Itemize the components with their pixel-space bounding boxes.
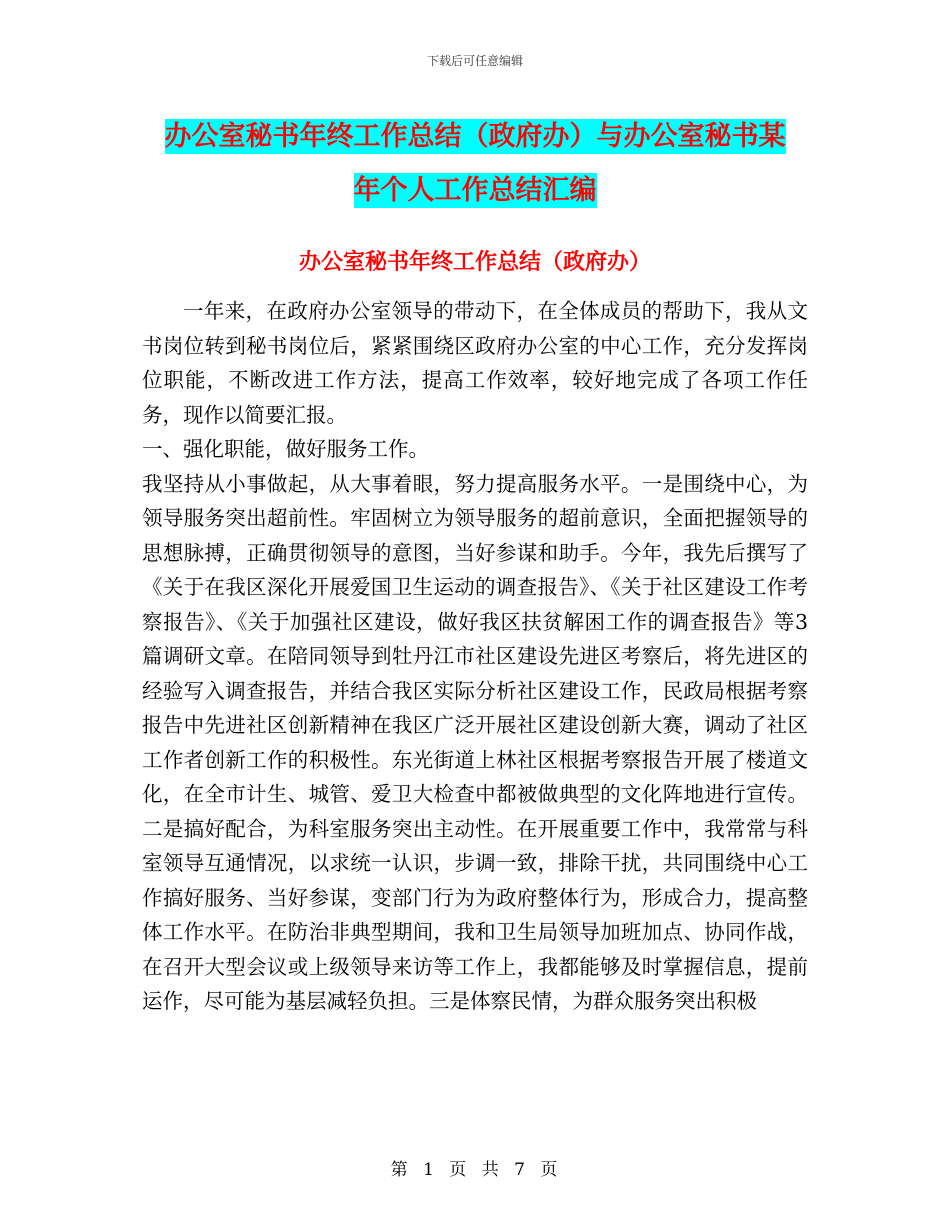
paragraph-body-1: 我坚持从小事做起，从大事着眼，努力提高服务水平。一是围绕中心，为领导服务突出超前性。牢固树立为领导服务的超前意识，全面把握领导的思想脉搏，正确贯彻领导的意图，当好参谋和助手。今年，我先后撰写了《关于在我区深化开展爱国卫生运动的调查报告》、《关于社区建设工作考察报告》、《关于加强社区建设，做好我区扶贫解困工作的调查报告》等3篇调研文章。在陪同领导到牡丹江市社区建设先进区考察后，将先进区的经验写入调查报告，并结合我区实际分析社区建设工作，民政局根据考察报告中先进社区创新精神在我区广泛开展社区建设创新大赛，调动了社区工作者创新工作的积极性。东光街道上林社区根据考察报告开展了楼道文化，在全市计生、城管、爱卫大检查中都被做典型的文化阵地进行宣传。二是搞好配合，为科室服务突出主动性。在开展重要工作中，我常常与科室领导互通情况，以求统一认识，步调一致，排除干扰，共同围绕中心工作搞好服务、当好参谋，变部门行为为政府整体行为，形成合力，提高整体工作水平。在防治非典型期间，我和卫生局领导加班加点、协同作战，在召开大型会议或上级领导来访等工作上，我都能够及时掌握信息，提前运作，尽可能为基层减轻负担。三是体察民情，为群众服务突出积极	[142, 471, 808, 1013]
page-footer: 第 1 页 共 7 页	[390, 1160, 560, 1180]
section-title: 办公室秘书年终工作总结（政府办）	[298, 250, 651, 275]
page-header: 下载后可任意编辑	[426, 54, 523, 68]
title-line-1: 办公室秘书年终工作总结（政府办）与办公室秘书某	[164, 121, 786, 152]
document-body	[142, 294, 808, 1019]
document-title	[140, 110, 810, 218]
title-line-2: 年个人工作总结汇编	[353, 175, 597, 206]
paragraph-heading-1: 一、强化职能，做好服务工作。	[142, 437, 429, 461]
paragraph-intro: 一年来，在政府办公室领导的带动下，在全体成员的帮助下，我从文书岗位转到秘书岗位后，紧紧围绕区政府办公室的中心工作，充分发挥岗位职能，不断改进工作方法，提高工作效率，较好地完成了各项工作任务，现作以简要汇报。	[142, 299, 808, 427]
